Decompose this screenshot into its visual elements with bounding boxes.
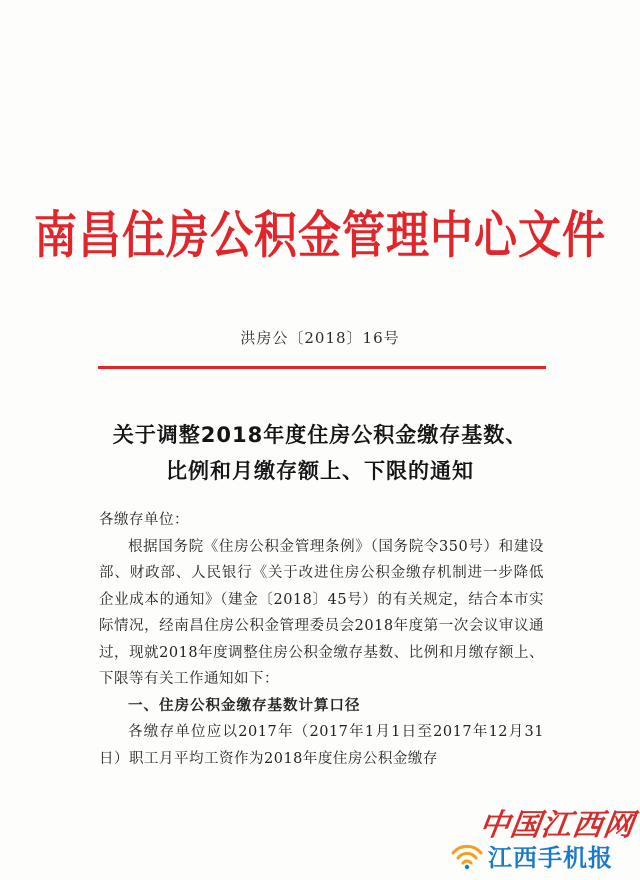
section-1-heading: 一、住房公积金缴存基数计算口径 xyxy=(128,697,361,714)
document-number: 洪房公〔2018〕16号 xyxy=(240,329,400,347)
wifi-icon xyxy=(450,841,484,871)
notice-title-line-1: 关于调整2018年度住房公积金缴存基数、 xyxy=(112,423,528,447)
notice-title xyxy=(0,417,640,489)
salutation: 各缴存单位： xyxy=(99,512,189,528)
notice-title-line-2: 比例和月缴存额上、下限的通知 xyxy=(166,459,474,483)
watermark-jiangxi-mobile-logo xyxy=(450,838,613,873)
body-paragraph-2: 各缴存单位应以2017年（2017年1月1日至2017年12月31日）职工月平均工资作为2018年度住房公积金缴存 xyxy=(99,724,544,767)
body-paragraph-1: 根据国务院《住房公积金管理条例》（国务院令350号）和建设部、财政部、人民银行《关于改进住房公积金缴存机制进一步降低企业成本的通知》（建金〔2018〕45号）的有关规定，结合本市实际情况，经南昌住房公积金管理委员会2018年度第一次会议审议通过，现就2018年度调整住房公积金缴存基数、比例和月缴存额上、下限等有关工作通知如下： xyxy=(99,538,544,687)
document-body xyxy=(99,507,544,772)
watermark-china-jiangxi-logo: 中国江西网 xyxy=(477,808,637,843)
file-header-title: 南昌住房公积金管理中心文件 xyxy=(34,206,606,266)
watermark-app-name: 江西手机报 xyxy=(488,844,613,872)
red-divider-line xyxy=(98,366,546,369)
